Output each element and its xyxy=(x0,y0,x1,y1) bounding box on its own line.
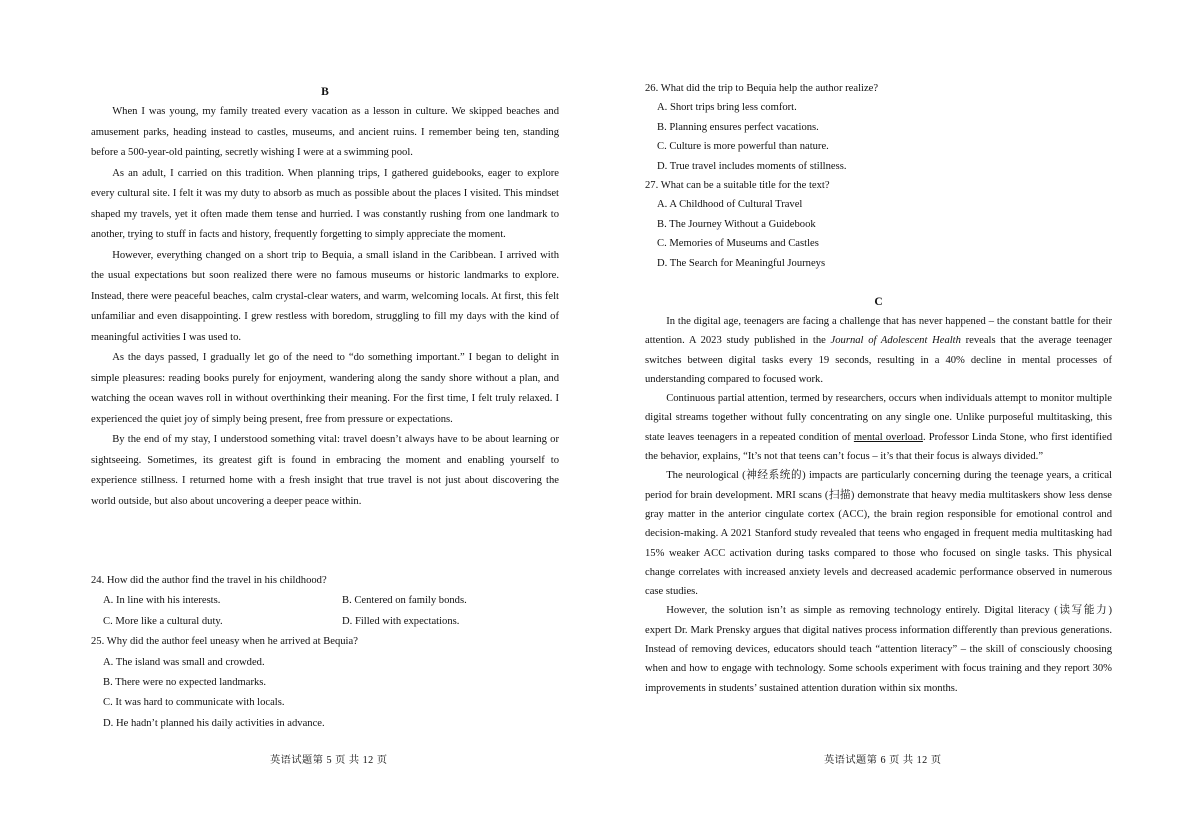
passage-c-p1-text-after: reveals that the average teenager switches between digital tasks every 19 seconds, resulting in a 40% decline in mental processes of understanding compared to focused work. xyxy=(645,335,1113,385)
question-26-option-a: A. Short trips bring less comfort. xyxy=(657,102,797,114)
question-25-option-b: B. There were no expected landmarks. xyxy=(103,677,267,689)
question-24: 24. How did the author find the travel in his childhood? xyxy=(91,575,327,586)
page-footer-left: 英语试题第 5 页 共 12 页 xyxy=(270,755,388,766)
question-27-option-a: A. A Childhood of Cultural Travel xyxy=(657,199,803,211)
question-25: 25. Why did the author feel uneasy when he arrived at Bequia? xyxy=(91,636,358,648)
passage-b-paragraph-5: By the end of my stay, I understood something vital: travel doesn’t always have to be about learning or sightseeing. Sometimes, its greatest gift is found in embracing the moment and enabling yourself to experience stillness. I returned home with a fresh insight that true travel is not just about discovering the world outside, but also about uncovering a deeper peace within. xyxy=(91,434,559,507)
section-title-b: B xyxy=(321,86,329,98)
questions-24-25 xyxy=(91,571,559,734)
left-page xyxy=(91,0,559,831)
passage-c-p2-text-after: . Professor Linda Stone, who first identified the behavior, explains, “It’s not that teens can’t focus – it’s that their focus is always divided.” xyxy=(645,431,1112,463)
questions-26-27 xyxy=(645,79,1112,273)
question-26-option-b: B. Planning ensures perfect vacations. xyxy=(657,121,819,133)
question-27-option-c: C. Memories of Museums and Castles xyxy=(657,238,819,250)
passage-c-paragraph-2 xyxy=(645,389,1112,466)
underlined-phrase: mental overload xyxy=(853,431,923,443)
question-26-option-d: D. True travel includes moments of stillness. xyxy=(657,160,847,172)
passage-c xyxy=(645,312,1112,698)
page-footer-right: 英语试题第 6 页 共 12 页 xyxy=(824,755,942,766)
question-25-option-c: C. It was hard to communicate with locals. xyxy=(103,697,285,709)
question-27-option-d: D. The Search for Meaningful Journeys xyxy=(657,257,826,269)
right-page xyxy=(645,0,1112,831)
passage-c-paragraph-3: The neurological (神经系统的) impacts are particularly concerning during the teenage years, a critical period for brain development. MRI scans (扫描) demonstrate that heavy media multitaskers show less dense gray matter in the anterior cingulate cortex (ACC), the brain region responsible for emotional control and decision-making. A 2021 Stanford study revealed that teens who engaged in frequent media multitasking had 15% weaker ACC activation during tasks compared to those who focused on single tasks. This physical change correlates with increased anxiety levels and decreased academic performance observed in numerous case studies. xyxy=(645,470,1112,598)
question-27-option-b: B. The Journey Without a Guidebook xyxy=(657,218,816,230)
question-24-options-row-1 xyxy=(91,591,559,611)
passage-b-paragraph-4: As the days passed, I gradually let go of the need to “do something important.” I began to delight in simple pleasures: reading books purely for enjoyment, wandering along the sandy shore without a plan, and watching the ocean waves roll in without overthinking their meaning. For the first time, I felt truly relaxed. I experienced the quiet joy of simply being present, free from pressure or expectations. xyxy=(91,352,559,425)
passage-c-paragraph-4: However, the solution isn’t as simple as removing technology entirely. Digital literacy (读写能力) expert Dr. Mark Prensky argues that digital natives process information differently than previous generations. Instead of removing devices, educators should teach “attention literacy” – the skill of consciously choosing when and how to engage with technology. Some schools experiment with focus training and they report 30% improvements in students’ sustained attention duration within six months. xyxy=(645,605,1112,694)
question-27: 27. What can be a suitable title for the text? xyxy=(645,180,830,192)
question-25-option-d: D. He hadn’t planned his daily activities in advance. xyxy=(103,717,325,729)
passage-c-p1-text-before: In the digital age, teenagers are facing a challenge that has never happened – the constant battle for their attention. A 2023 study published in the xyxy=(645,316,1112,347)
question-25-option-a: A. The island was small and crowded. xyxy=(103,656,265,668)
passage-b-paragraph-1: When I was young, my family treated every vacation as a lesson in culture. We skipped beaches and amusement parks, heading instead to castles, museums, and ancient ruins. I remember being ten, standing before a 500-year-old painting, secretly wishing I were at a swimming pool. xyxy=(91,106,559,158)
question-24-option-a: A. In line with his interests. xyxy=(103,595,221,607)
question-24-option-c: C. More like a cultural duty. xyxy=(103,615,223,627)
passage-c-paragraph-1 xyxy=(645,312,1112,389)
passage-b xyxy=(91,102,559,512)
section-title-c: C xyxy=(874,296,883,308)
question-24-option-d: D. Filled with expectations. xyxy=(342,615,460,627)
passage-c-p2-text-before: Continuous partial attention, termed by researchers, occurs when individuals attempt to monitor multiple digital streams together without fully concentrating on any single one. Unlike purposeful multitasking, this state leaves teenagers in a repeated condition of xyxy=(645,393,1112,443)
question-24-options-row-2 xyxy=(91,612,559,632)
question-24-option-b: B. Centered on family bonds. xyxy=(342,595,467,607)
passage-b-paragraph-2: As an adult, I carried on this tradition. When planning trips, I gathered guidebooks, eager to explore every cultural site. I felt it was my duty to absorb as much as possible about the places I visited. This mindset shaped my travels, yet it often made them tense and hurried. I was constantly rushing from one landmark to another, trying to stuff in facts and history, frequently forgetting to simply appreciate the moment. xyxy=(91,167,559,240)
question-26-option-c: C. Culture is more powerful than nature. xyxy=(657,141,829,153)
journal-title: Journal of Adolescent Health xyxy=(830,335,961,347)
passage-b-paragraph-3: However, everything changed on a short trip to Bequia, a small island in the Caribbean. I arrived with the usual expectations but soon realized there were no famous museums or historic landmarks to explore. Instead, there were peaceful beaches, calm crystal-clear waters, and warm, welcoming locals. At first, this felt unfamiliar and even disappointing. I grew restless with boredom, struggling to fill my days with the kind of meaningful activities I was used to. xyxy=(91,249,559,343)
question-26: 26. What did the trip to Bequia help the author realize? xyxy=(645,83,879,94)
